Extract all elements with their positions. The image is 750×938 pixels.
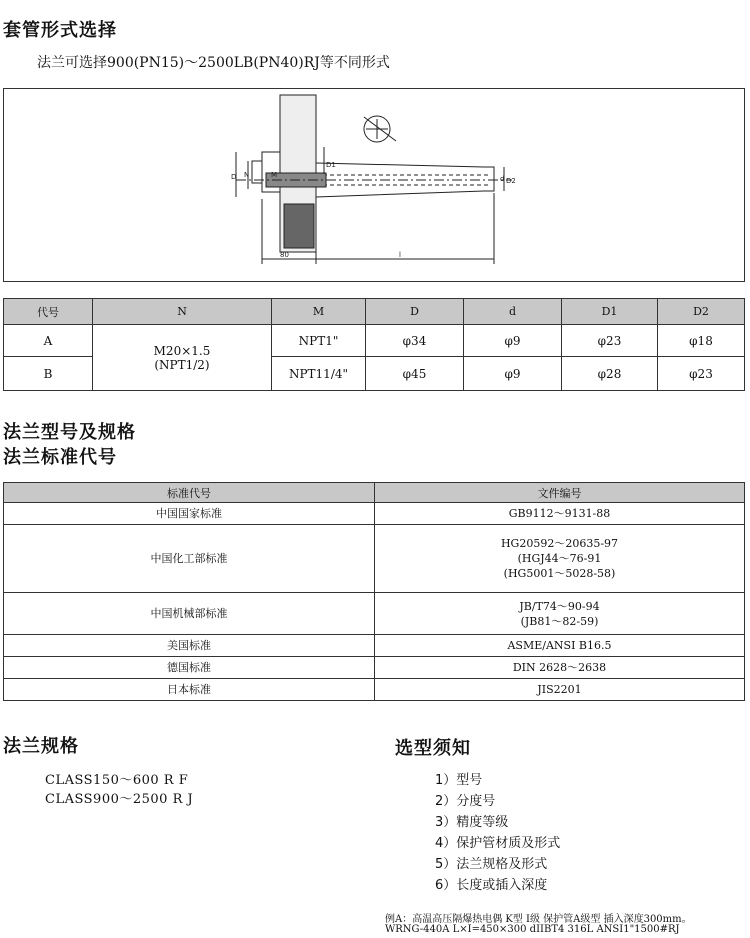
label-l: l: [399, 251, 401, 259]
cell-document: ASME/ANSI B16.5: [375, 635, 745, 657]
table-row: [4, 657, 745, 679]
th-d: d: [464, 299, 562, 325]
cell-D1: φ23: [562, 325, 658, 357]
example-line-2: WRNG-440A L×I=450×300 dIIBT4 316L ANSI1"1500#RJ: [385, 924, 680, 935]
flange-options-text: 法兰可选择900(PN15)～2500LB(PN40)RJ等不同形式: [37, 55, 390, 71]
cell-D: φ34: [366, 325, 464, 357]
th-standard: 标准代号: [4, 483, 375, 503]
section-title-flange-standard: 法兰标准代号: [3, 447, 117, 468]
th-D2: D2: [658, 299, 745, 325]
table-row: [4, 325, 745, 357]
cell-document: GB9112～9131-88: [375, 503, 745, 525]
label-d: d: [500, 175, 505, 183]
cell-standard: 美国标准: [4, 635, 375, 657]
cell-document: DIN 2628～2638: [375, 657, 745, 679]
cell-code: B: [4, 357, 93, 391]
thermowell-drawing: [4, 89, 744, 281]
cell-standard: 中国机械部标准: [4, 593, 375, 635]
flange-spec-lines: [45, 771, 193, 809]
list-item: 2）分度号: [435, 794, 496, 809]
selection-list: [435, 770, 560, 896]
cell-D1: φ28: [562, 357, 658, 391]
cell-D: φ45: [366, 357, 464, 391]
cell-D2: φ18: [658, 325, 745, 357]
table-row: [4, 525, 745, 593]
cell-document: JIS2201: [375, 679, 745, 701]
cell-standard: 中国国家标准: [4, 503, 375, 525]
casing-table: [3, 298, 745, 391]
cell-D2: φ23: [658, 357, 745, 391]
th-D: D: [366, 299, 464, 325]
label-80: 80: [280, 251, 289, 259]
section-title-flange-spec: 法兰规格: [3, 736, 79, 757]
cell-code: A: [4, 325, 93, 357]
cell-standard: 中国化工部标准: [4, 525, 375, 593]
th-document: 文件编号: [375, 483, 745, 503]
n-value-line1: M20×1.5: [153, 343, 211, 358]
th-N: N: [93, 299, 272, 325]
section-title-casing: 套管形式选择: [3, 20, 117, 41]
label-D1: D1: [326, 161, 336, 169]
cell-standard: 日本标准: [4, 679, 375, 701]
section-title-flange-model: 法兰型号及规格: [3, 422, 136, 443]
cell-N: [93, 325, 272, 391]
label-D: D: [231, 173, 237, 181]
cell-document: HG20592～20635-97 (HGJ44～76-91 (HG5001～5028-58): [375, 525, 745, 593]
list-item: 6）长度或插入深度: [435, 878, 548, 893]
cell-M: NPT1": [272, 325, 366, 357]
label-M: M: [271, 171, 278, 179]
th-M: M: [272, 299, 366, 325]
technical-drawing: [3, 88, 745, 282]
n-value-line2: (NPT1/2): [154, 357, 210, 372]
list-item: 3）精度等级: [435, 815, 509, 830]
cell-M: NPT11/4": [272, 357, 366, 391]
table-row: [4, 679, 745, 701]
cell-d: φ9: [464, 357, 562, 391]
list-item: 1）型号: [435, 773, 483, 788]
th-D1: D1: [562, 299, 658, 325]
cell-d: φ9: [464, 325, 562, 357]
label-N: N: [244, 171, 250, 179]
section-title-selection: 选型须知: [395, 738, 471, 759]
cell-standard: 德国标准: [4, 657, 375, 679]
cell-document: JB/T74～90-94 (JB81～82-59): [375, 593, 745, 635]
list-item: 4）保护管材质及形式: [435, 836, 561, 851]
th-code: 代号: [4, 299, 93, 325]
standards-table: [3, 482, 745, 701]
flange-spec-line: CLASS900～2500 R J: [45, 792, 194, 807]
flange-spec-line: CLASS150～600 R F: [45, 773, 189, 788]
table-row: [4, 503, 745, 525]
example-line-1: 例A：高温高压隔爆热电偶 K型 I级 保护管A级型 插入深度300mm。: [385, 914, 692, 925]
table-row: [4, 635, 745, 657]
list-item: 5）法兰规格及形式: [435, 857, 548, 872]
table-row: [4, 593, 745, 635]
label-D2: D2: [506, 177, 516, 185]
